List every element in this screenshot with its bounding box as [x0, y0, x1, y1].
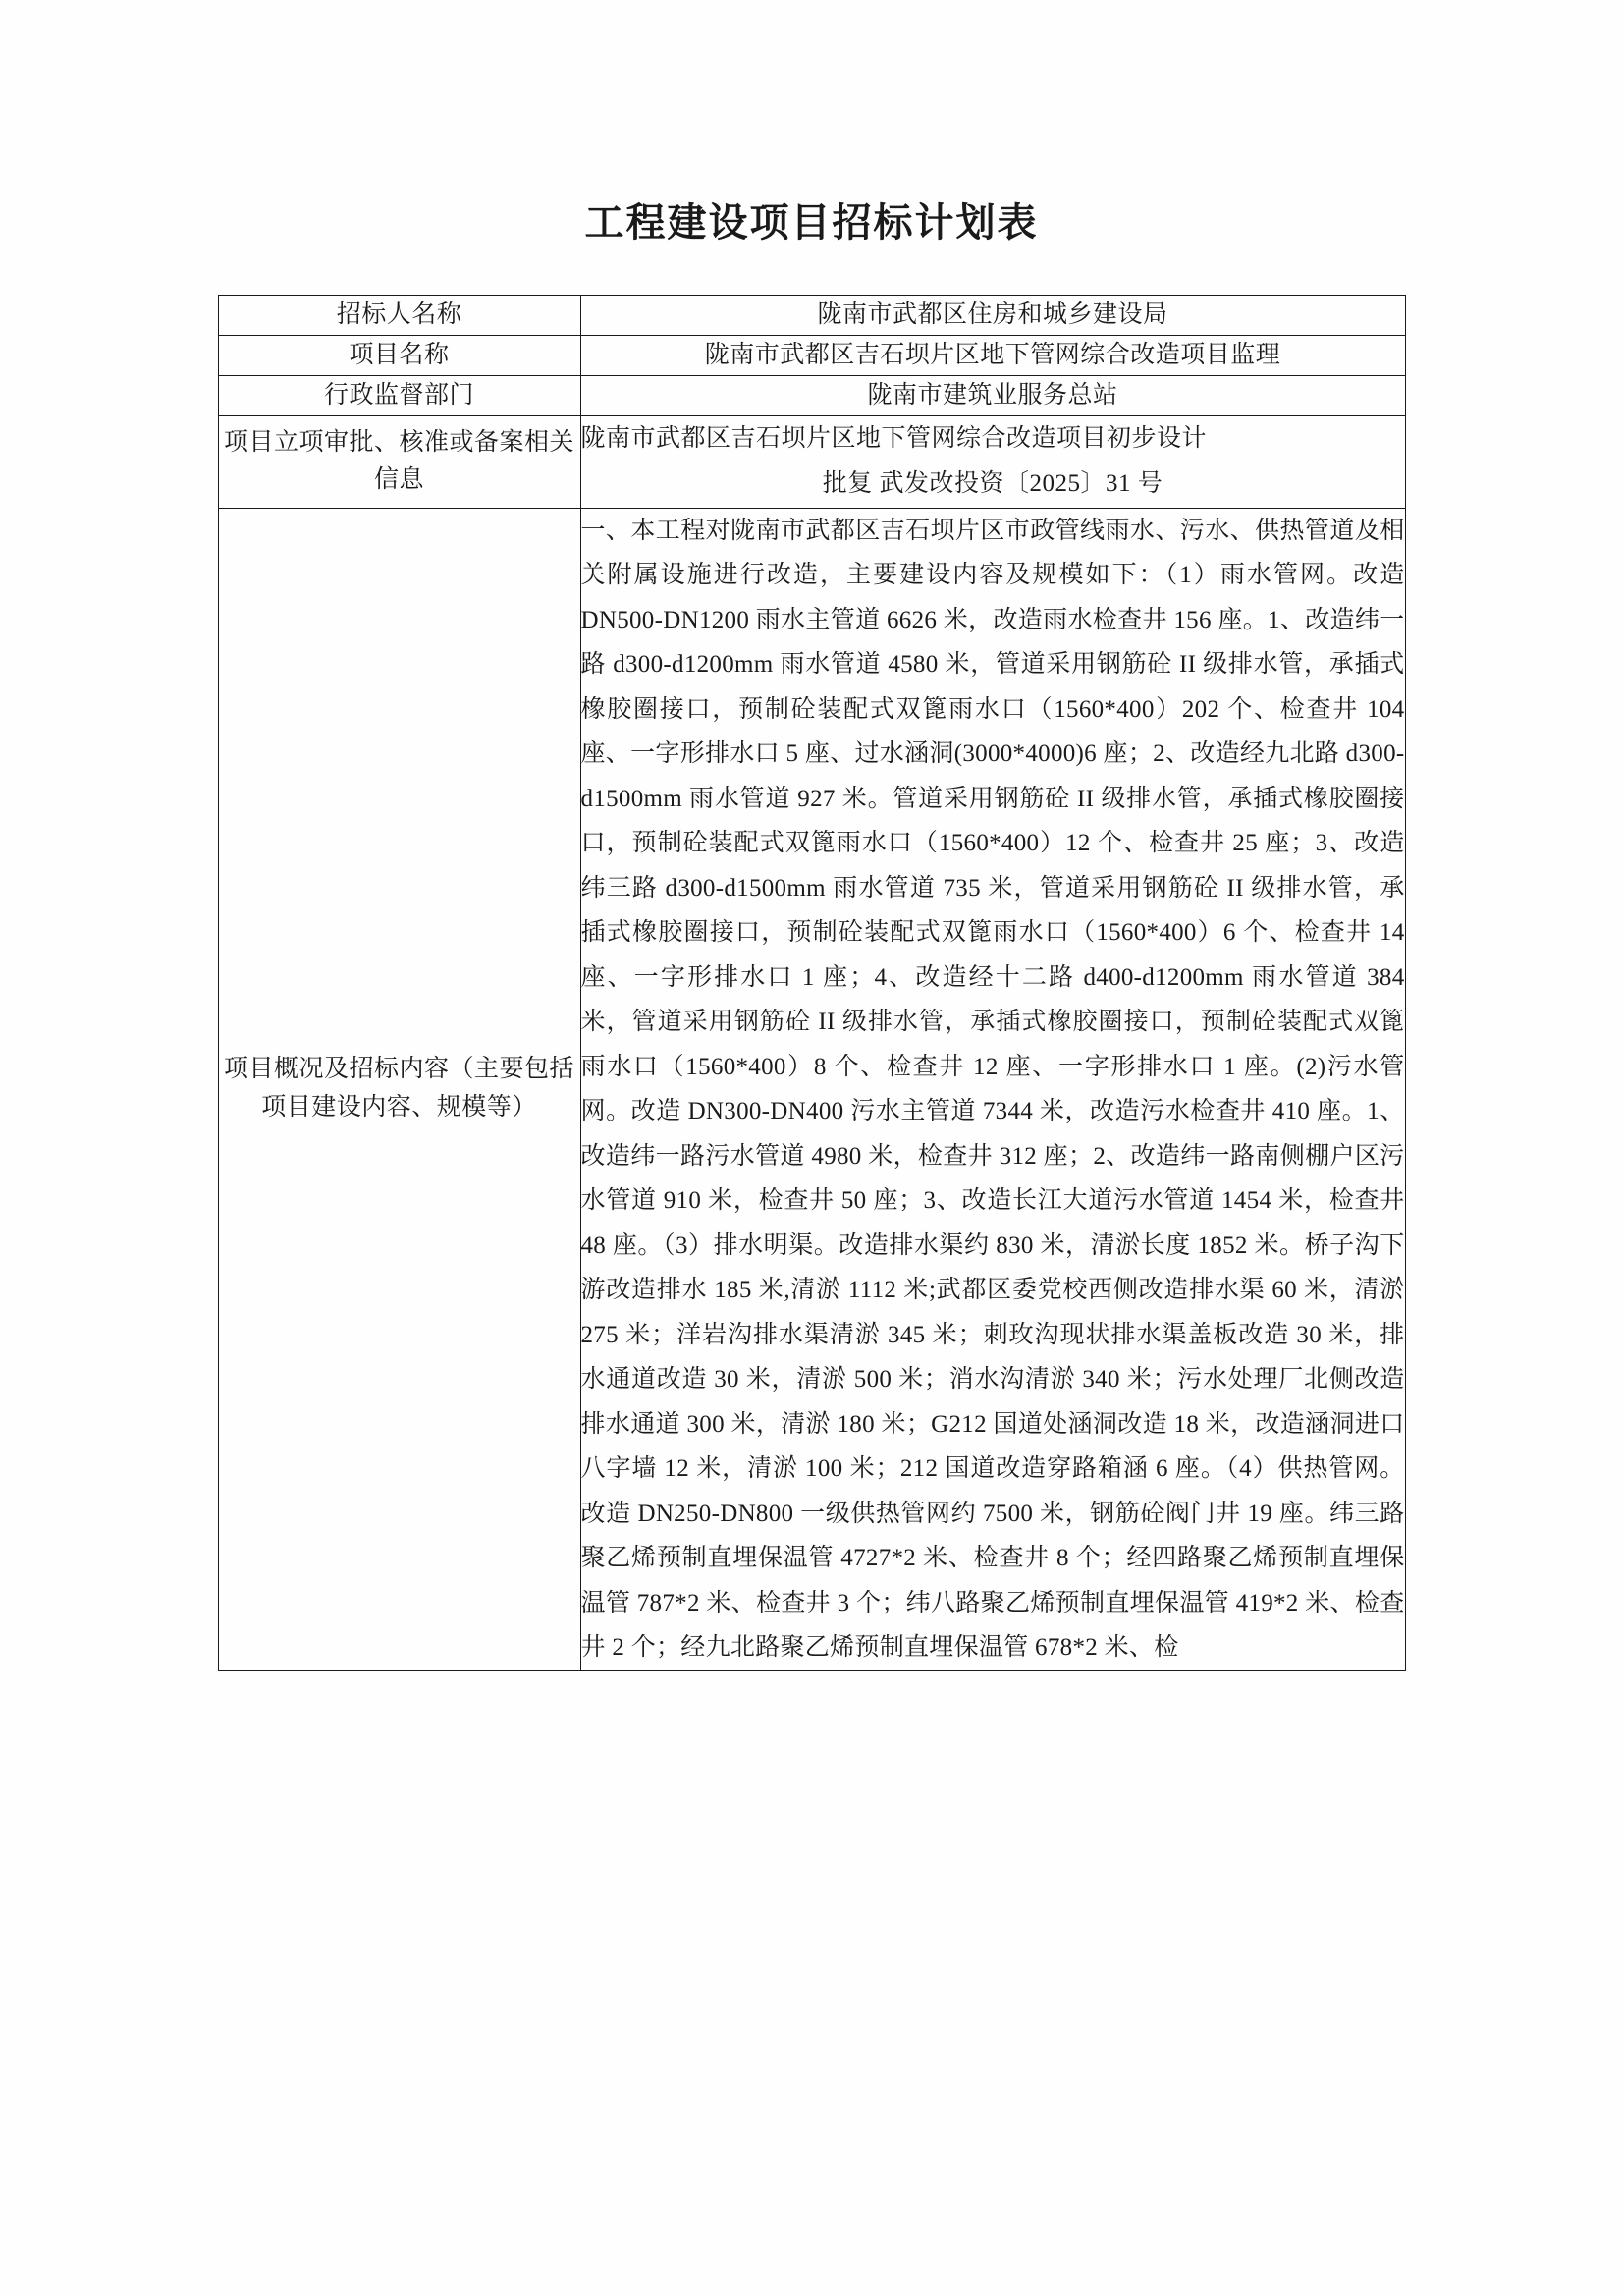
row-value-approval-info: [580, 416, 1405, 509]
row-value-supervision-dept: 陇南市建筑业服务总站: [580, 376, 1405, 416]
table-row: [218, 296, 1405, 336]
bidding-plan-table: [218, 295, 1406, 1671]
table-row: [218, 376, 1405, 416]
row-label-approval-info: 项目立项审批、核准或备案相关信息: [218, 416, 580, 509]
row-label-project-name: 项目名称: [218, 336, 580, 376]
approval-line-2: 批复 武发改投资〔2025〕31 号: [822, 470, 1163, 498]
page-title: 工程建设项目招标计划表: [584, 200, 1039, 245]
row-label-supervision-dept: 行政监督部门: [218, 376, 580, 416]
row-value-project-overview: 一、本工程对陇南市武都区吉石坝片区市政管线雨水、污水、供热管道及相关附属设施进行改造，主要建设内容及规模如下：（1）雨水管网。改造 DN500-DN1200 雨水主管道 6626 米，改造雨水检查井 156 座。1、改造纬一路 d300-d1200mm 雨水管道 4580 米，管道采用钢筋砼 II 级排水管，承插式橡胶圈接口，预制砼装配式双篦雨水口（1560*400）202 个、检查井 104 座、一字形排水口 5 座、过水涵洞(3000*4000)6 座；2、改造经九北路 d300-d1500mm 雨水管道 927 米。管道采用钢筋砼 II 级排水管，承插式橡胶圈接口，预制砼装配式双篦雨水口（1560*400）12 个、检查井 25 座；3、改造纬三路 d300-d1500mm 雨水管道 735 米，管道采用钢筋砼 II 级排水管，承插式橡胶圈接口，预制砼装配式双篦雨水口（1560*400）6 个、检查井 14 座、一字形排水口 1 座；4、改造经十二路 d400-d1200mm 雨水管道 384 米，管道采用钢筋砼 II 级排水管，承插式橡胶圈接口，预制砼装配式双篦雨水口（1560*400）8 个、检查井 12 座、一字形排水口 1 座。(2)污水管网。改造 DN300-DN400 污水主管道 7344 米，改造污水检查井 410 座。1、改造纬一路污水管道 4980 米，检查井 312 座；2、改造纬一路南侧棚户区污水管道 910 米，检查井 50 座；3、改造长江大道污水管道 1454 米，检查井 48 座。（3）排水明渠。改造排水渠约 830 米，清淤长度 1852 米。桥子沟下游改造排水 185 米,清淤 1112 米;武都区委党校西侧改造排水渠 60 米，清淤 275 米；洋岩沟排水渠清淤 345 米；刺玫沟现状排水渠盖板改造 30 米，排水通道改造 30 米，清淤 500 米；消水沟清淤 340 米；污水处理厂北侧改造排水通道 300 米，清淤 180 米；G212 国道处涵洞改造 18 米，改造涵洞进口八字墙 12 米，清淤 100 米；212 国道改造穿路箱涵 6 座。（4）供热管网。改造 DN250-DN800 一级供热管网约 7500 米，钢筋砼阀门井 19 座。纬三路聚乙烯预制直埋保温管 4727*2 米、检查井 8 个；经四路聚乙烯预制直埋保温管 787*2 米、检查井 3 个；纬八路聚乙烯预制直埋保温管 419*2 米、检查井 2 个；经九北路聚乙烯预制直埋保温管 678*2 米、检: [580, 508, 1405, 1670]
row-label-bidder-name: 招标人名称: [218, 296, 580, 336]
table-row: [218, 508, 1405, 1670]
table-row: [218, 416, 1405, 509]
table-row: [218, 336, 1405, 376]
row-label-project-overview: 项目概况及招标内容（主要包括项目建设内容、规模等）: [218, 508, 580, 1670]
approval-line-1: 陇南市武都区吉石坝片区地下管网综合改造项目初步设计: [580, 425, 1208, 452]
row-value-project-name: 陇南市武都区吉石坝片区地下管网综合改造项目监理: [580, 336, 1405, 376]
row-value-bidder-name: 陇南市武都区住房和城乡建设局: [580, 296, 1405, 336]
